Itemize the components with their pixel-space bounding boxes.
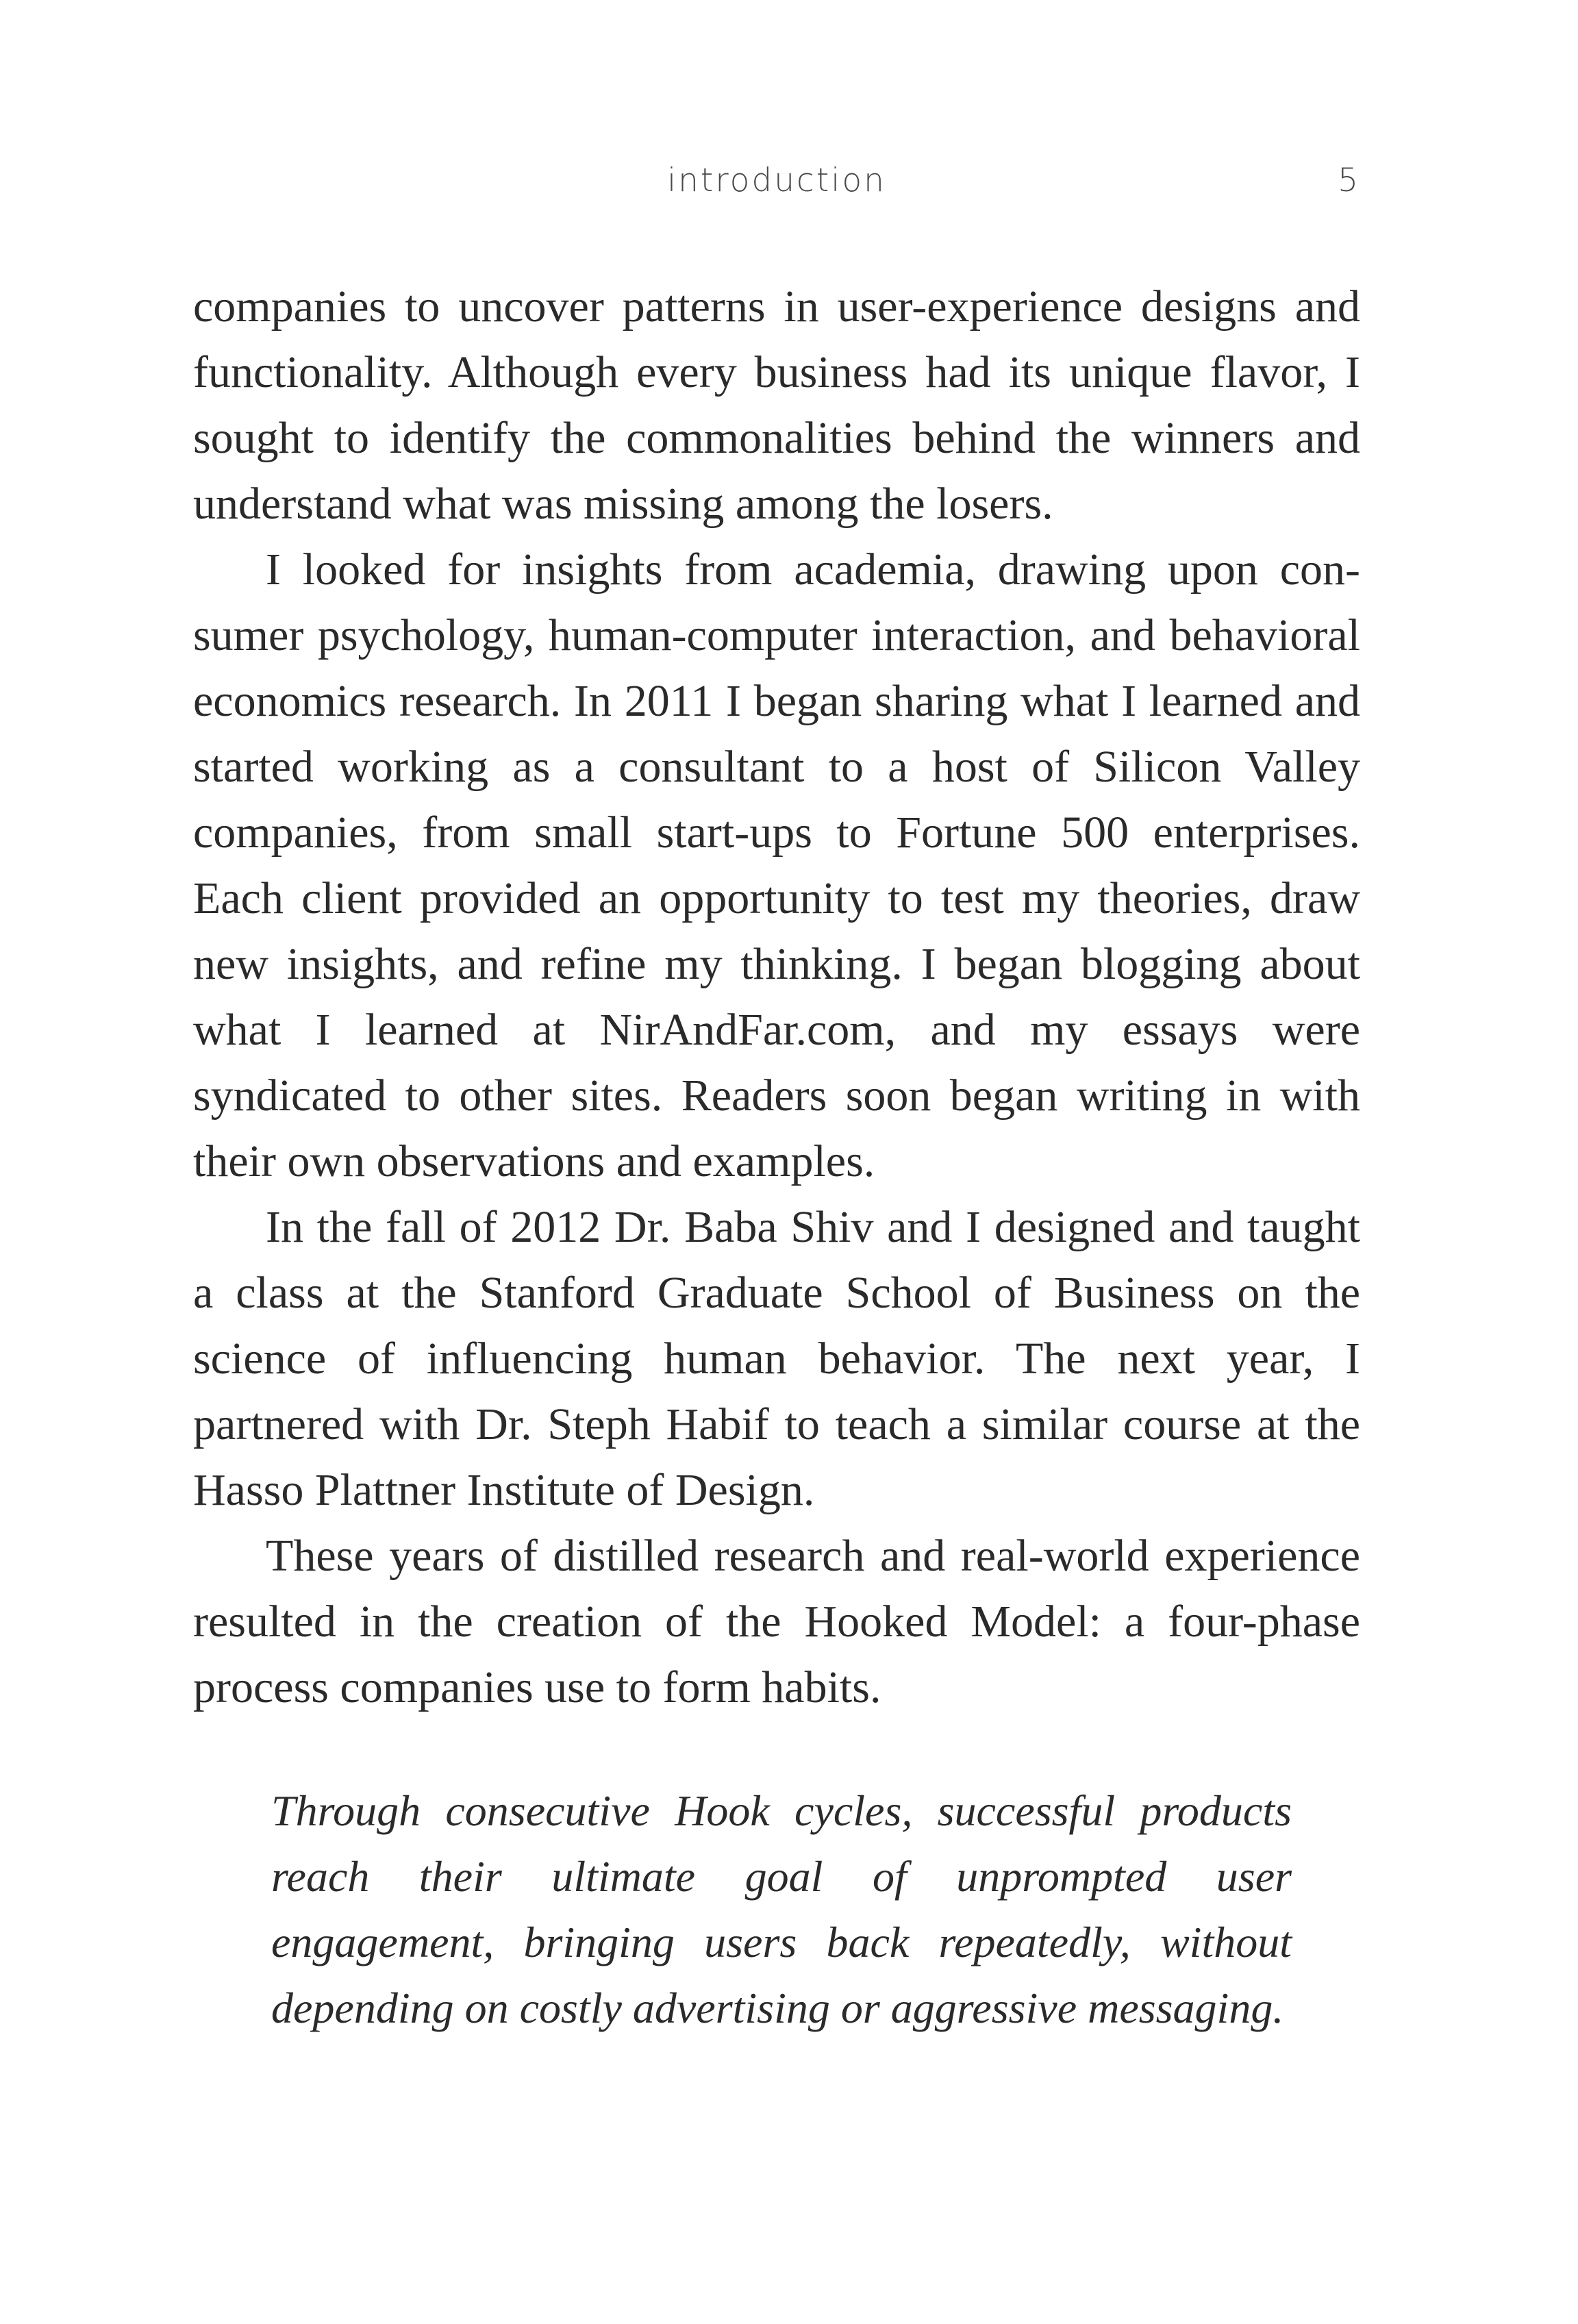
paragraph-2: I looked for insights from academia, drawing upon consumer psychology, human-computer interaction, and behavioral economics research. In 2011 I began sharing what I learned and started working as a consultant to a host of Silicon Valley companies, from small start-ups to Fortune 500 enterprises. Each client provided an opportunity to test my theories, draw new insights, and refine my thinking. I began blogging about what I learned at NirAndFar.com, and my essays were syndicated to other sites. Readers soon began writing in with their own observations and examples. bbox=[193, 545, 1360, 1186]
paragraph-4: These years of distilled research and real-world experience resulted in the creation of the Hooked Model: a four-phase process companies use to form habits. bbox=[193, 1531, 1360, 1712]
section-title: introduction bbox=[667, 162, 886, 199]
pull-quote: Through consecutive Hook cycles, successful products reach their ultimate goal of unprompted user engagement, bringing users back repeatedly, without depending on costly advertising or aggressive messaging. bbox=[271, 1786, 1292, 2032]
running-head bbox=[193, 162, 1360, 210]
paragraph-3: In the fall of 2012 Dr. Baba Shiv and I designed and taught a class at the Stanford Graduate School of Business on the science of influencing human behavior. The next year, I partnered with Dr. Steph Habif to teach a similar course at the Hasso Plattner Institute of Design. bbox=[193, 1202, 1360, 1515]
paragraph-1: companies to uncover patterns in user-experience designs and functionality. Although every business had its unique flavor, I sought to identify the commonalities behind the winners and understand what was missing among the losers. bbox=[193, 282, 1360, 529]
body-text bbox=[193, 274, 1360, 1721]
page-number: 5 bbox=[1338, 162, 1360, 199]
